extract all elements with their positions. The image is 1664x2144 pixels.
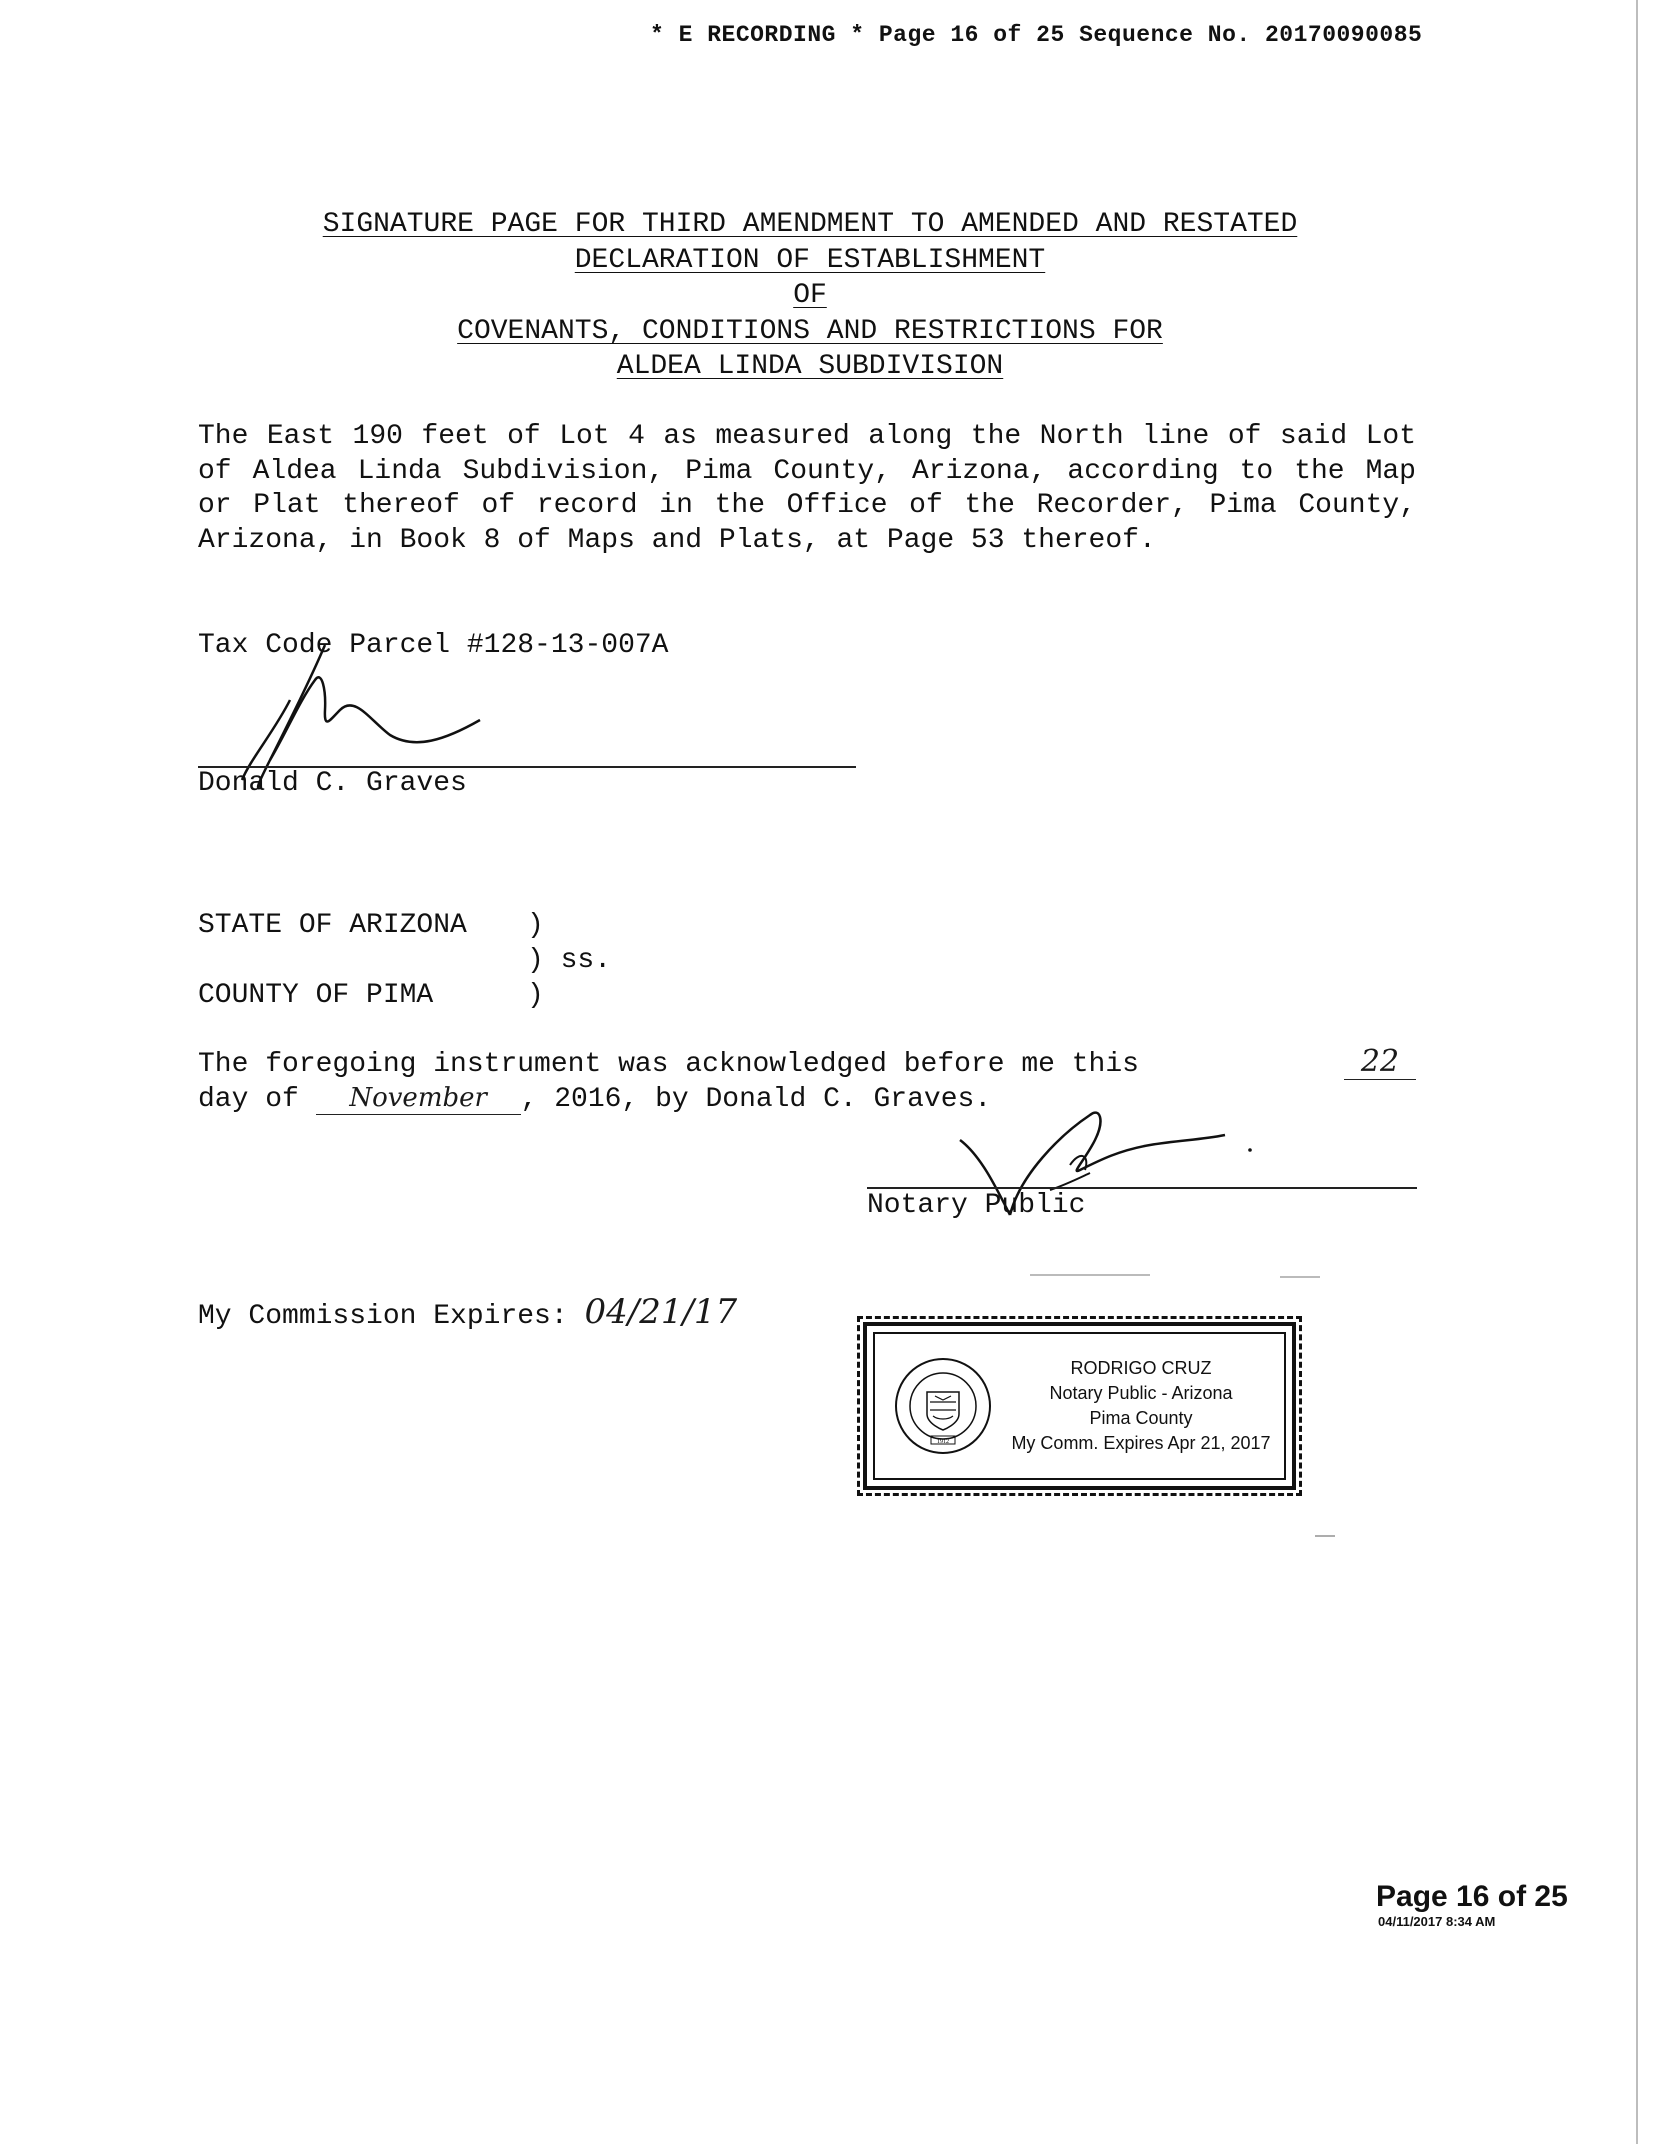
- commission-expires: [198, 1292, 737, 1332]
- acknowledgment-text: The foregoing instrument was acknowledged before me this: [198, 1049, 1139, 1080]
- notary-stamp-inner: [873, 1332, 1286, 1480]
- stamp-county: Pima County: [1089, 1408, 1193, 1428]
- acknowledgment-month: November: [349, 1083, 487, 1113]
- stamp-notary-title: Notary Public - Arizona: [1049, 1383, 1233, 1403]
- title-line-1: SIGNATURE PAGE FOR THIRD AMENDMENT TO AMENDED AND RESTATED: [322, 209, 1298, 240]
- venue-block: [198, 908, 538, 943]
- page-number: Page 16 of 25: [1376, 1880, 1568, 1913]
- venue-paren-2: ): [527, 980, 544, 1011]
- acknowledgment-day-of: day of: [198, 1084, 299, 1115]
- venue-paren-1: ): [527, 910, 544, 941]
- tax-code-parcel: Tax Code Parcel #128-13-007A: [198, 630, 669, 661]
- recording-timestamp: 04/11/2017 8:34 AM: [1378, 1914, 1496, 1929]
- venue-county: COUNTY OF PIMA: [198, 980, 434, 1011]
- recording-header: * E RECORDING * Page 16 of 25 Sequence No. 20170090085: [650, 22, 1423, 48]
- title-line-4: COVENANTS, CONDITIONS AND RESTRICTIONS FOR: [457, 315, 1163, 347]
- acknowledgment-day-field: [1344, 1044, 1416, 1080]
- acknowledgment-line-1: [198, 1044, 1416, 1083]
- title-line-3: OF: [793, 280, 827, 311]
- notary-public-label: Notary Public: [867, 1190, 1086, 1221]
- stamp-notary-name: RODRIGO CRUZ: [1070, 1358, 1212, 1378]
- commission-date: 04/21/17: [584, 1292, 738, 1332]
- notary-signature-line: [867, 1187, 1417, 1189]
- seal-year: 1912: [937, 1439, 949, 1445]
- document-title: [200, 207, 1420, 385]
- signer-name: Donald C. Graves: [198, 768, 467, 799]
- notary-stamp: [863, 1322, 1296, 1490]
- title-line-2: DECLARATION OF ESTABLISHMENT: [574, 244, 1046, 276]
- acknowledgment-day: 22: [1360, 1044, 1400, 1079]
- scan-speck: [1315, 1535, 1335, 1537]
- page-footer: [1376, 1880, 1606, 1929]
- legal-description: The East 190 feet of Lot 4 as measured along the North line of said Lot of Aldea Linda Subdivision, Pima County, Arizona, according to the Map or Plat thereof of record in the Office of the Recorder, Pima County, Arizona, in Book 8 of Maps and Plats, at Page 53 thereof.: [198, 421, 1416, 556]
- arizona-seal-icon: [893, 1356, 993, 1456]
- scan-speck: [1280, 1276, 1320, 1278]
- acknowledgment-suffix: , 2016, by Donald C. Graves.: [520, 1084, 992, 1115]
- scan-speck: [1030, 1274, 1150, 1276]
- stamp-expires: My Comm. Expires Apr 21, 2017: [1011, 1433, 1271, 1453]
- acknowledgment-month-field: [316, 1084, 521, 1115]
- commission-label: My Commission Expires:: [198, 1301, 568, 1332]
- venue-state: STATE OF ARIZONA: [198, 910, 467, 941]
- venue-ss: ) ss.: [527, 945, 612, 976]
- stamp-text: [1000, 1356, 1282, 1456]
- page-edge: [1636, 0, 1638, 2144]
- title-line-5: ALDEA LINDA SUBDIVISION: [616, 351, 1004, 382]
